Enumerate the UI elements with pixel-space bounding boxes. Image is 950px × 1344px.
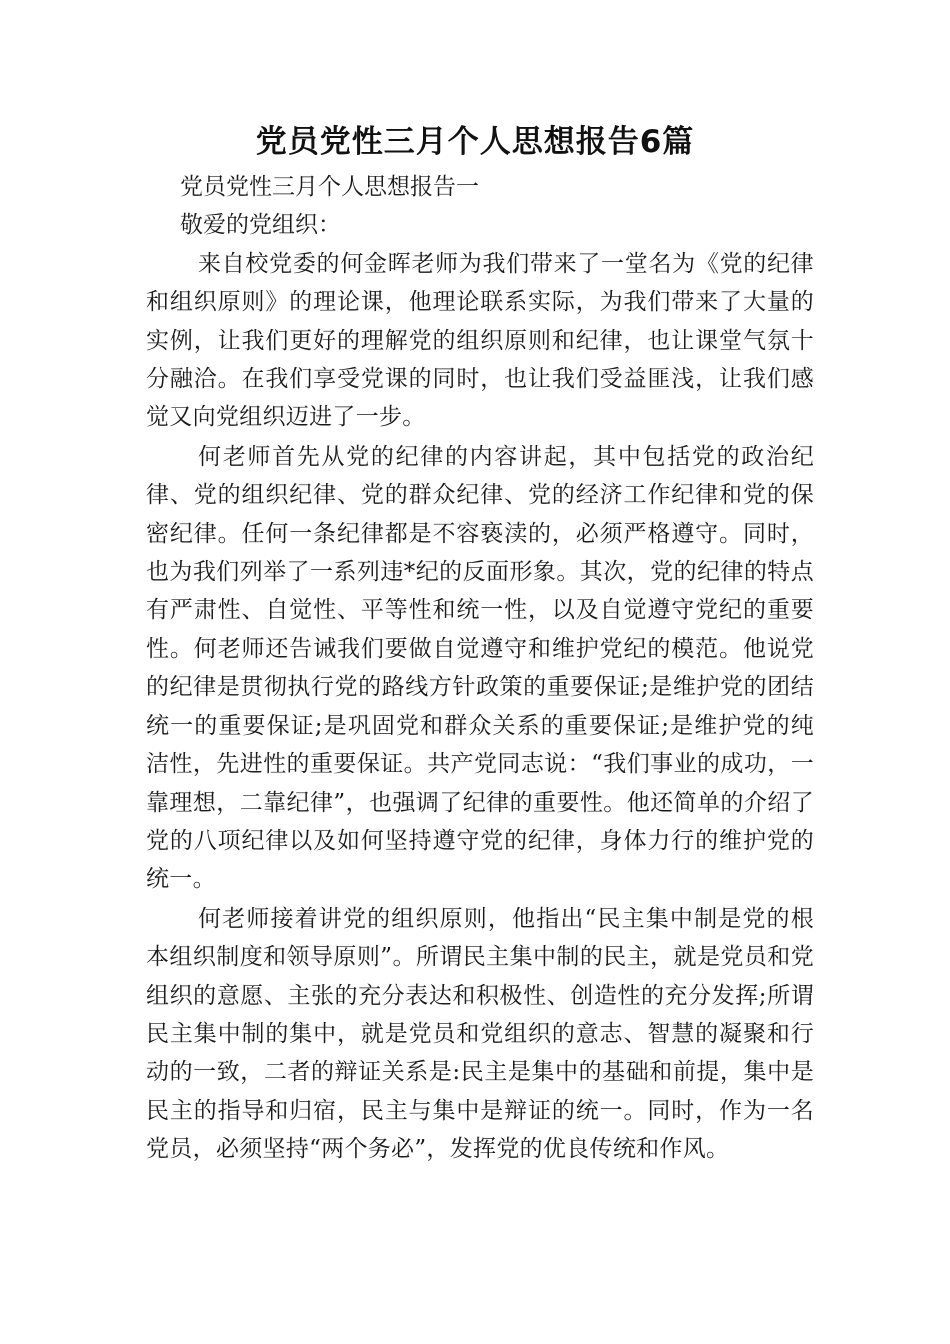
- report-subtitle: 党员党性三月个人思想报告一: [180, 174, 479, 200]
- salutation: 敬爱的党组织：: [180, 212, 341, 239]
- paragraph: 何老师接着讲党的组织原则，他指出“民主集中制是党的根本组织制度和领导原则”。所谓民主集中制的民主，就是党员和党组织的意愿、主张的充分表达和积极性、创造性的充分发挥;所谓民主集中制的集中，就是党员和党组织的意志、智慧的凝聚和行动的一致，二者的辩证关系是:民主是集中的基础和前提，集中是民主的指导和归宿，民主与集中是辩证的统一。同时，作为一名党员，必须坚持“两个务必”，发挥党的优良传统和作风。: [146, 905, 814, 1163]
- document-title: 党员党性三月个人思想报告6篇: [255, 124, 695, 160]
- paragraph: 来自校党委的何金晖老师为我们带来了一堂名为《党的纪律和组织原则》的理论课，他理论联系实际，为我们带来了大量的实例，让我们更好的理解党的组织原则和纪律，也让课堂气氛十分融洽。在我们享受党课的同时，也让我们受益匪浅，让我们感觉又向党组织迈进了一步。: [146, 250, 814, 431]
- document-body: [146, 168, 814, 1170]
- paragraph: 何老师首先从党的纪律的内容讲起，其中包括党的政治纪律、党的组织纪律、党的群众纪律、党的经济工作纪律和党的保密纪律。任何一条纪律都是不容亵渎的，必须严格遵守。同时，也为我们列举了一系列违*纪的反面形象。其次，党的纪律的特点有严肃性、自觉性、平等性和统一性，以及自觉遵守党纪的重要性。何老师还告诫我们要做自觉遵守和维护党纪的模范。他说党的纪律是贯彻执行党的路线方针政策的重要保证;是维护党的团结统一的重要保证;是巩固党和群众关系的重要保证;是维护党的纯洁性，先进性的重要保证。共产党同志说：“我们事业的成功，一靠理想，二靠纪律”，也强调了纪律的重要性。他还简单的介绍了党的八项纪律以及如何坚持遵守党的纪律，身体力行的维护党的统一。: [146, 443, 814, 893]
